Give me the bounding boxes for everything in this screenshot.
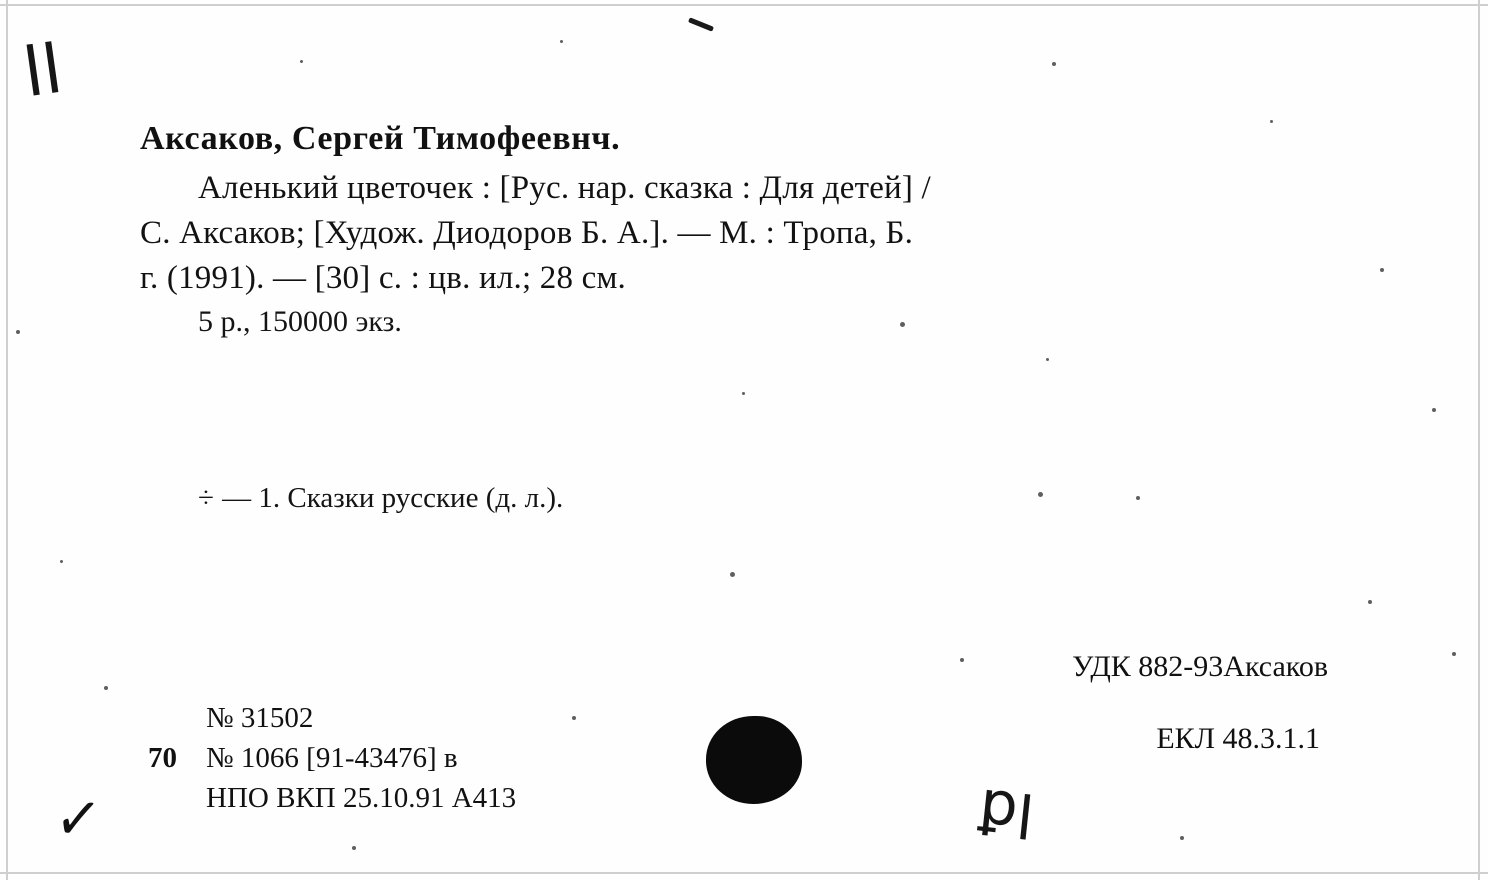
accession-lead-2: 70 [148,742,177,774]
scan-speck [572,716,576,720]
handwritten-mark-bottom-right: ꝑꞁ [976,769,1039,841]
scan-speck [960,658,964,662]
scan-speck [352,846,356,850]
scan-speck [1038,492,1043,497]
description-line-1: Аленький цветочек : [Рус. нар. сказка : Для детей] / [198,170,931,206]
scan-speck [1180,836,1184,840]
accession-row-3 [148,778,516,818]
accession-text-1: № 31502 [206,702,314,734]
scan-speck [1046,358,1049,361]
stray-ink-mark-top [688,17,714,31]
scan-speck [742,392,745,395]
tracing-text: — 1. Сказки русские (д. л.). [222,482,564,514]
scan-speck [1052,62,1056,66]
scan-speck [300,60,303,63]
scan-speck [730,572,735,577]
card-border-left [6,0,8,880]
udc-classification: УДК 882-93Аксаков [1072,650,1328,683]
scan-speck [1136,496,1140,500]
scan-speck [1452,652,1456,656]
card-border-top [0,4,1488,6]
author-heading: Аксаков, Сергей Тимофеевнч. [140,120,621,157]
price-and-print-run: 5 р., 150000 экз. [198,305,402,338]
scan-speck [104,686,108,690]
description-line-2: С. Аксаков; [Худож. Диодоров Б. А.]. — М. : Тропа, Б. [140,215,914,251]
scan-speck [16,330,20,334]
tracing-lead-symbol: ÷ [198,482,215,514]
handwritten-mark-top-left: ꞁꞁ [16,16,65,98]
scan-speck [560,40,563,43]
accession-row-2 [148,738,516,778]
ekl-classification: ЕКЛ 48.3.1.1 [1156,722,1320,755]
accession-text-3: НПО ВКП 25.10.91 А413 [206,782,517,814]
scan-speck [1380,268,1384,272]
accession-block [148,698,516,818]
description-line-3: г. (1991). — [30] с. : цв. ил.; 28 см. [140,260,627,296]
bibliographic-description [140,166,1330,301]
ink-blot [706,716,802,804]
scan-speck [60,560,63,563]
checkmark-icon: ✓ [51,783,105,857]
scan-speck [1432,408,1436,412]
card-border-right [1478,0,1480,880]
scan-speck [1368,600,1372,604]
card-border-bottom [0,872,1488,874]
scan-speck [1270,120,1273,123]
subject-tracing [198,482,563,515]
accession-text-2: № 1066 [91-43476] в [206,742,458,774]
accession-row-1 [148,698,516,738]
scan-speck [900,322,905,327]
